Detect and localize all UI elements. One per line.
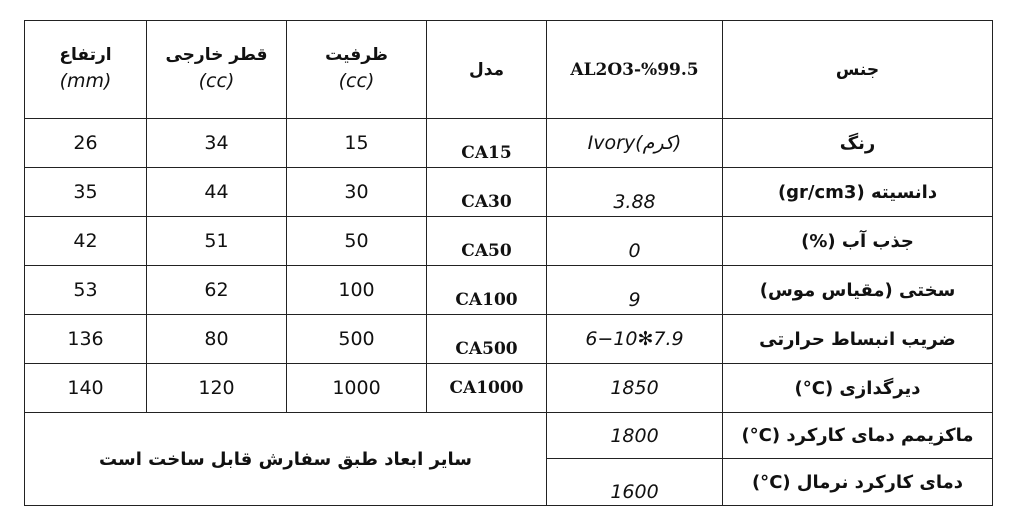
material-label: جنس: [835, 59, 880, 80]
row-height-cell: 136: [67, 328, 104, 350]
property-value-cell: 9: [628, 289, 641, 311]
row-model-cell: CA100: [455, 290, 518, 310]
header-height-unit: (mm): [59, 70, 112, 93]
row-diameter-cell: 44: [204, 181, 229, 203]
header-capacity: [287, 21, 426, 118]
header-diameter-unit: (cc): [198, 70, 235, 93]
material-value: AL2O3-%99.5: [570, 59, 699, 80]
property-value-cell: 1850: [610, 377, 659, 399]
row-capacity-cell: 1000: [332, 377, 381, 399]
row-model-cell: CA500: [455, 339, 518, 359]
property-label-cell: ماکزیمم دمای کارکرد (C°): [741, 425, 974, 446]
row-capacity-cell: 50: [344, 230, 369, 252]
row-height-cell: 26: [73, 132, 98, 154]
property-label-cell: سختی (مقیاس موس): [759, 279, 956, 301]
row-height-cell: 35: [73, 181, 98, 203]
property-value-cell: Ivory(کرم): [587, 132, 682, 154]
property-value-cell: 3.88: [613, 191, 656, 213]
row-model-cell: CA1000: [449, 378, 524, 398]
row-capacity-cell: 500: [338, 328, 375, 350]
row-diameter-cell: 62: [204, 279, 229, 301]
row-diameter-cell: 120: [198, 377, 235, 399]
property-label-cell: دانسیته (gr/cm3): [777, 181, 938, 203]
row-capacity-cell: 15: [344, 132, 369, 154]
row-capacity-cell: 30: [344, 181, 369, 203]
custom-size-note: سایر ابعاد طبق سفارش قابل ساخت است: [98, 448, 473, 470]
row-diameter-cell: 51: [204, 230, 229, 252]
property-value-cell: 0: [628, 240, 641, 262]
property-label-cell: دیرگدازی (C°): [794, 377, 921, 399]
row-capacity-cell: 100: [338, 279, 375, 301]
row-model-cell: CA15: [461, 143, 512, 163]
row-model-cell: CA30: [461, 192, 512, 212]
row-diameter-cell: 80: [204, 328, 229, 350]
property-label-cell: دمای کارکرد نرمال (C°): [751, 471, 964, 493]
header-height-title: ارتفاع: [59, 45, 112, 66]
header-capacity-title: ظرفیت: [325, 45, 388, 66]
property-label-cell: جذب آب (%): [801, 230, 914, 252]
row-height-cell: 42: [73, 230, 98, 252]
property-value-cell: 1600: [610, 480, 659, 503]
row-model-cell: CA50: [461, 241, 512, 261]
header-diameter-title: قطر خارجی: [165, 45, 268, 66]
row-height-cell: 140: [67, 377, 104, 399]
property-label-cell: رنگ: [839, 132, 876, 154]
header-model: مدل: [468, 59, 505, 80]
row-diameter-cell: 34: [204, 132, 229, 154]
row-height-cell: 53: [73, 279, 98, 301]
header-outer-diameter: [147, 21, 286, 118]
header-height: [25, 21, 146, 118]
header-capacity-unit: (cc): [338, 70, 375, 93]
property-label-cell: ضریب انبساط حرارتی: [759, 328, 956, 350]
property-value-cell: 6−10✻7.9: [585, 328, 684, 350]
property-value-cell: 1800: [610, 424, 659, 447]
